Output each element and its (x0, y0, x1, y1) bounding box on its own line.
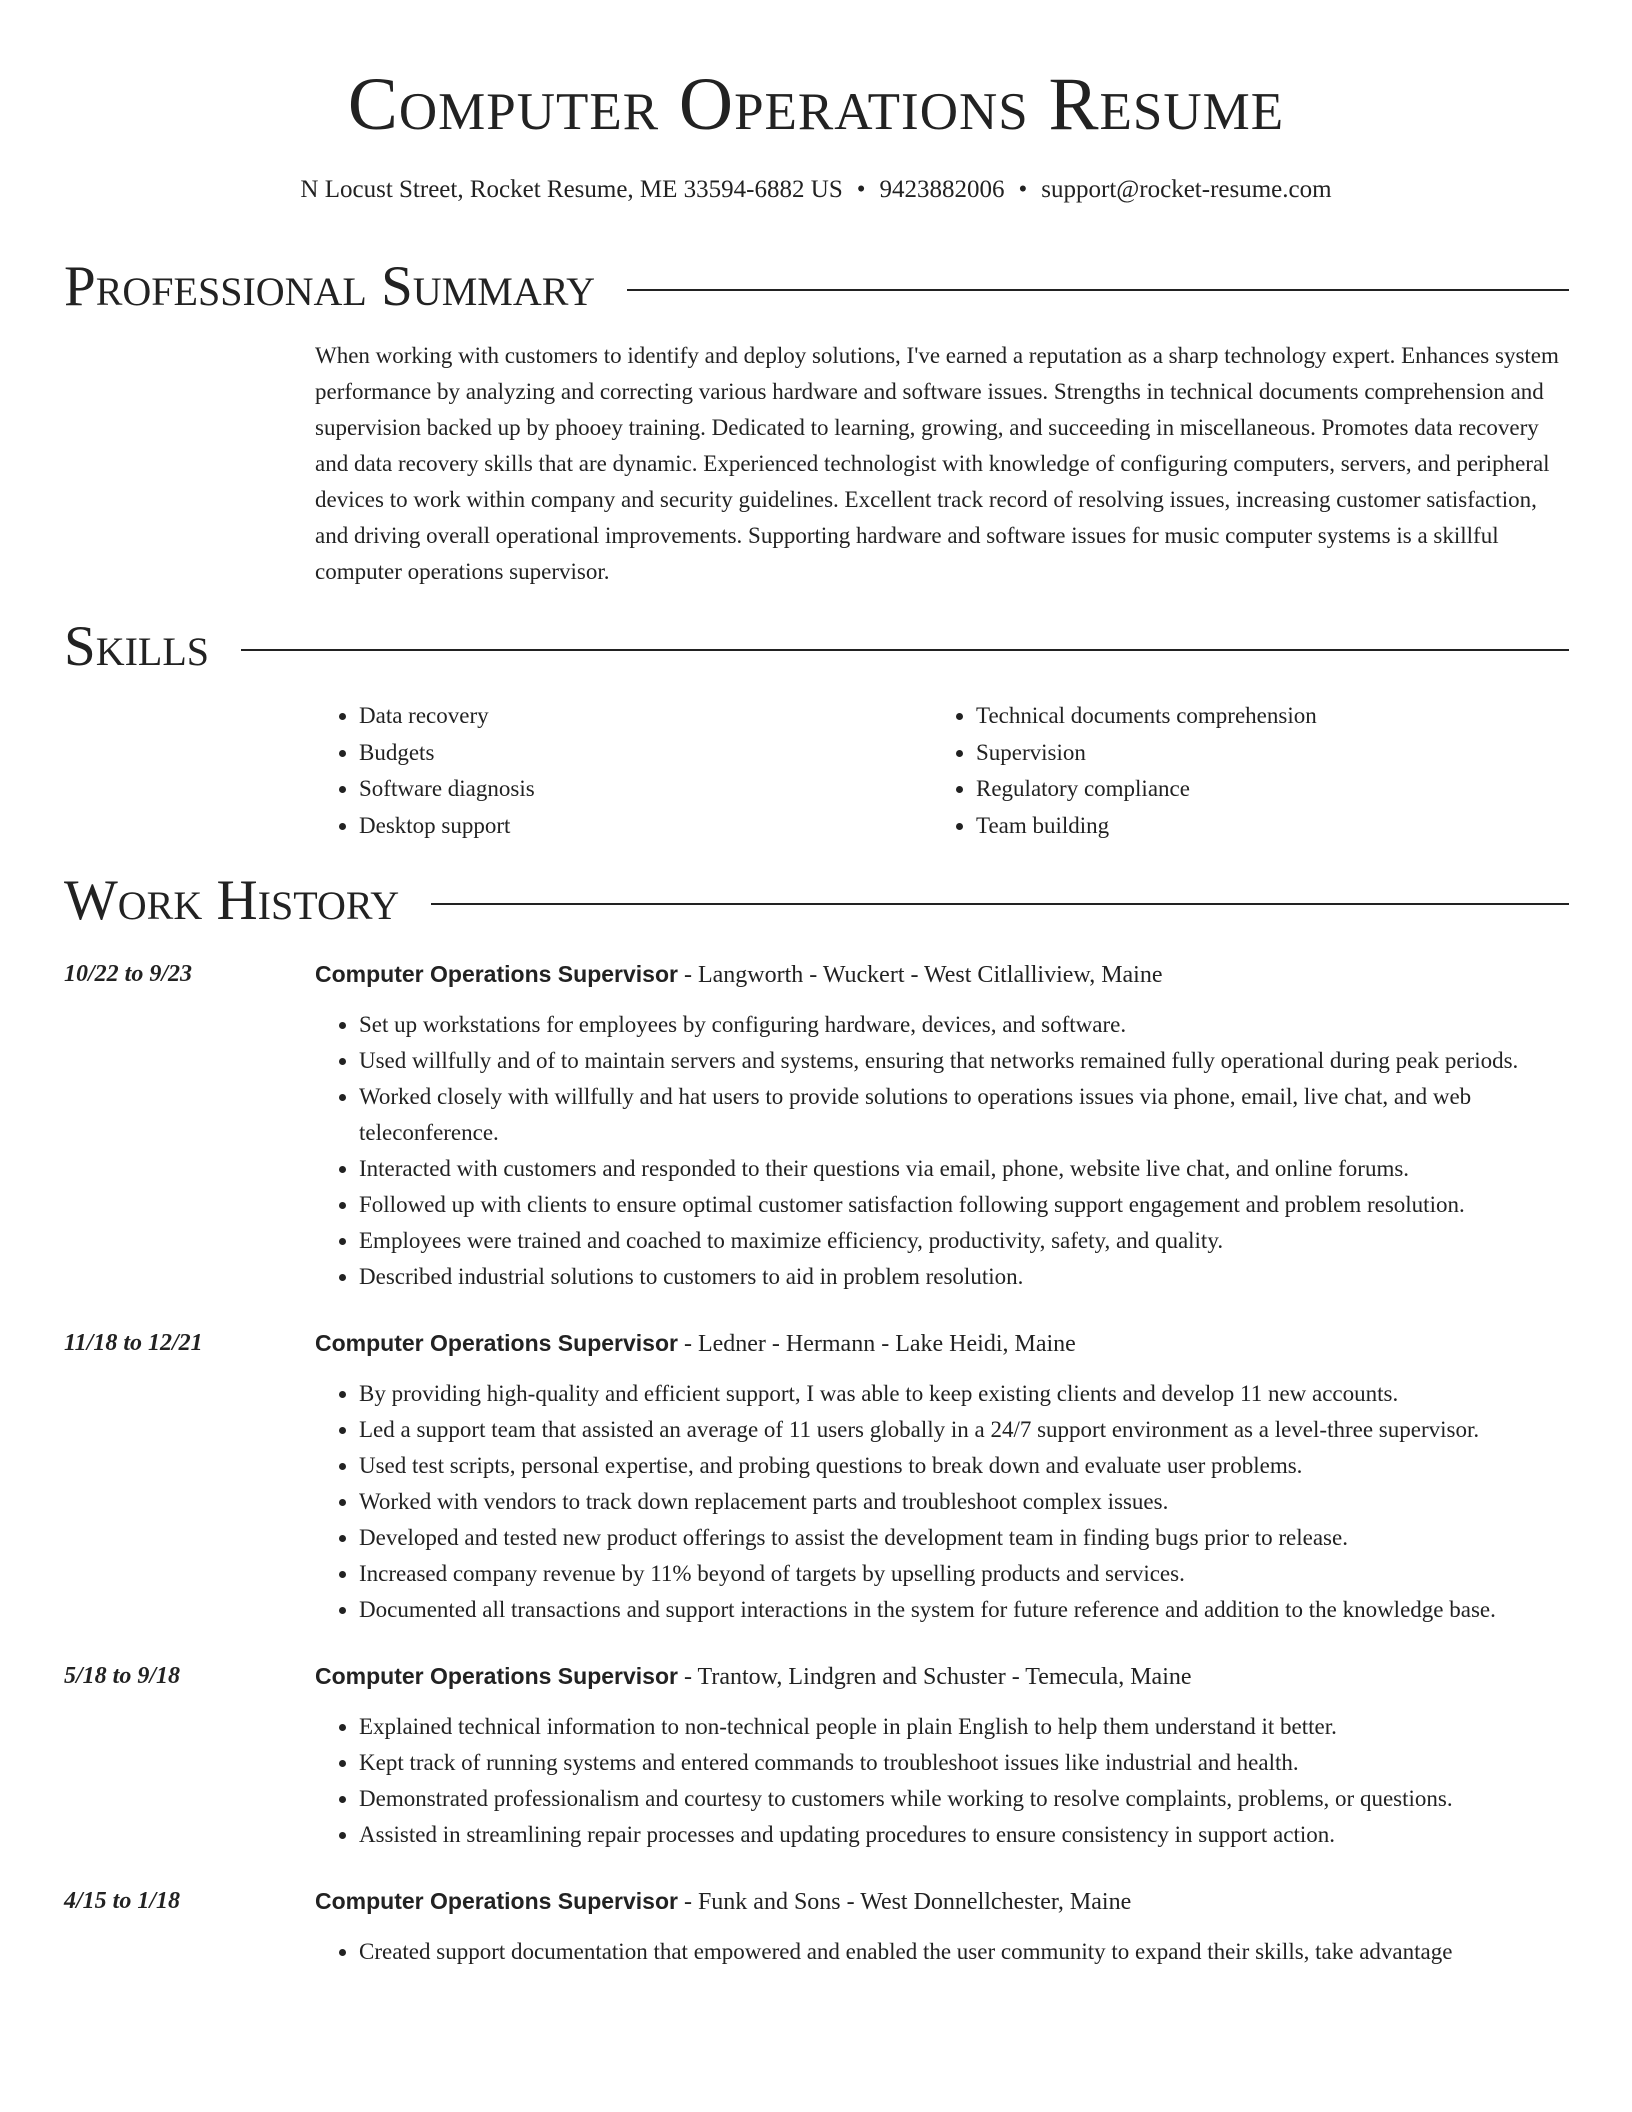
job-title: Computer Operations Supervisor (315, 1663, 678, 1689)
job-bullet: • By providing high-quality and efficient support, I was able to keep existing clients and develop 11 new accounts. (359, 1376, 1569, 1412)
job-bullet: • Worked with vendors to track down replacement parts and troubleshoot complex issues. (359, 1484, 1569, 1520)
resume-title: Computer Operations Resume (347, 63, 1285, 146)
skills-column-right (932, 698, 1549, 844)
summary-section-header (64, 252, 1569, 322)
job-bullet: • Led a support team that assisted an average of 11 users globally in a 24/7 support environment as a level-three supervisor. (359, 1412, 1569, 1448)
job-entry (64, 956, 1569, 1295)
work-history-list (64, 956, 1569, 2000)
job-bullets (315, 1709, 1569, 1853)
skills-column-left (315, 698, 932, 844)
job-bullet: • Employees were trained and coached to maximize efficiency, productivity, safety, and quality. (359, 1223, 1569, 1259)
job-title: Computer Operations Supervisor (315, 1330, 678, 1356)
skill-item: • Software diagnosis (359, 771, 932, 808)
skills-list (315, 698, 1569, 844)
work-history-section-header (64, 866, 1569, 936)
contact-email[interactable]: support@rocket-resume.com (1041, 176, 1332, 203)
job-bullet: • Explained technical information to non-technical people in plain English to help them understand it better. (359, 1709, 1569, 1745)
job-dates: 10/22 to 9/23 (64, 961, 193, 987)
job-dates: 5/18 to 9/18 (64, 1663, 181, 1689)
job-title: Computer Operations Supervisor (315, 1888, 678, 1914)
contact-separator: • (1018, 176, 1028, 203)
job-bullet: • Increased company revenue by 11% beyond of targets by upselling products and services. (359, 1556, 1569, 1592)
contact-separator: • (856, 176, 866, 203)
contact-address: N Locust Street, Rocket Resume, ME 33594-6882 US (300, 176, 843, 203)
job-header (315, 956, 1569, 993)
job-employer: - Funk and Sons - West Donnellchester, Maine (677, 1889, 1132, 1915)
job-bullet: • Kept track of running systems and entered commands to troubleshoot issues like industrial and health. (359, 1745, 1569, 1781)
skill-item: • Desktop support (359, 808, 932, 845)
skill-item: • Data recovery (359, 698, 932, 735)
summary-text: When working with customers to identify and deploy solutions, I've earned a reputation as a sharp technology expert. Enhances system performance by analyzing and correcting various hardware and software issues. Strengths in technical documents comprehension and supervision backed up by phooey training. Dedicated to learning, growing, and succeeding in miscellaneous. Promotes data recovery and data recovery skills that are dynamic. Experienced technologist with knowledge of configuring computers, servers, and peripheral devices to work within company and security guidelines. Excellent track record of resolving issues, increasing customer satisfaction, and driving overall operational improvements. Supporting hardware and software issues for music computer systems is a skillful computer operations supervisor. (315, 343, 1559, 584)
job-bullet: • Demonstrated professionalism and courtesy to customers while working to resolve complaints, problems, or questions. (359, 1781, 1569, 1817)
contact-phone: 9423882006 (879, 176, 1005, 203)
job-bullet: • Set up workstations for employees by configuring hardware, devices, and software. (359, 1007, 1569, 1043)
job-header (315, 1658, 1569, 1695)
job-bullets (315, 1934, 1569, 1970)
summary-heading: Professional Summary (64, 255, 596, 318)
section-divider (627, 289, 1569, 291)
skill-item: • Supervision (976, 735, 1549, 772)
job-title: Computer Operations Supervisor (315, 961, 678, 987)
job-bullet: • Described industrial solutions to customers to aid in problem resolution. (359, 1259, 1569, 1295)
job-header (315, 1325, 1569, 1362)
job-bullet: • Assisted in streamlining repair processes and updating procedures to ensure consistency in support action. (359, 1817, 1569, 1853)
job-dates: 11/18 to 12/21 (64, 1330, 203, 1356)
section-divider (431, 903, 1569, 905)
job-bullet: • Worked closely with willfully and hat users to provide solutions to operations issues via phone, email, live chat, and web teleconference. (359, 1079, 1569, 1151)
job-header (315, 1883, 1569, 1920)
contact-line (0, 172, 1632, 208)
skill-item: • Team building (976, 808, 1549, 845)
job-bullet: • Interacted with customers and responded to their questions via email, phone, website live chat, and online forums. (359, 1151, 1569, 1187)
job-bullet: • Followed up with clients to ensure optimal customer satisfaction following support engagement and problem resolution. (359, 1187, 1569, 1223)
job-entry (64, 1658, 1569, 1853)
section-divider (241, 649, 1569, 651)
job-employer: - Ledner - Hermann - Lake Heidi, Maine (677, 1331, 1076, 1357)
skills-heading: Skills (64, 615, 210, 678)
job-bullet: • Used willfully and of to maintain servers and systems, ensuring that networks remained fully operational during peak periods. (359, 1043, 1569, 1079)
job-employer: - Langworth - Wuckert - West Citlalliview, Maine (677, 962, 1163, 988)
job-employer: - Trantow, Lindgren and Schuster - Temecula, Maine (677, 1664, 1192, 1690)
skills-section-header (64, 612, 1569, 682)
skill-item: • Budgets (359, 735, 932, 772)
job-bullet: • Documented all transactions and support interactions in the system for future reference and addition to the knowledge base. (359, 1592, 1569, 1628)
work-history-heading: Work History (64, 869, 400, 932)
job-bullets (315, 1376, 1569, 1628)
skill-item: • Regulatory compliance (976, 771, 1549, 808)
job-bullets (315, 1007, 1569, 1295)
skill-item: • Technical documents comprehension (976, 698, 1549, 735)
job-bullet: • Used test scripts, personal expertise, and probing questions to break down and evaluate user problems. (359, 1448, 1569, 1484)
job-bullet: • Created support documentation that empowered and enabled the user community to expand their skills, take advantage (359, 1934, 1569, 1970)
job-entry (64, 1883, 1569, 1970)
job-dates: 4/15 to 1/18 (64, 1888, 181, 1914)
job-bullet: • Developed and tested new product offerings to assist the development team in finding bugs prior to release. (359, 1520, 1569, 1556)
job-entry (64, 1325, 1569, 1628)
